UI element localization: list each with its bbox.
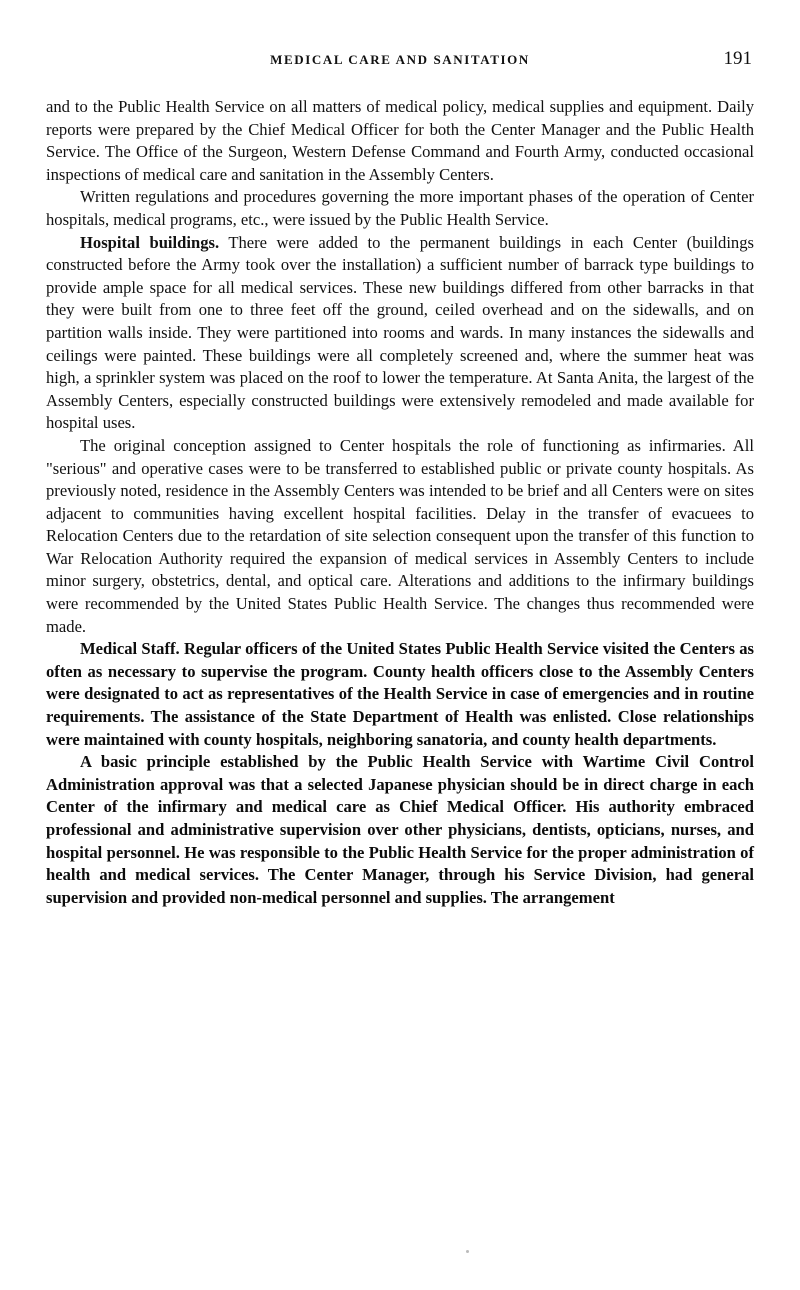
paragraph-text: There were added to the permanent buildings in each Center (buildings constructed before the Army took over the installation) a sufficient number of barrack type buildings to provide ample space for all medical services. These new buildings differed from other barracks in that they were built from one to three feet off the ground, ceiled overhead and on the sidewalls, and on partition walls inside. They were partitioned into rooms and wards. In many instances the sidewalls and ceilings were painted. These buildings were all completely screened and, where the summer heat was high, a sprinkler system was placed on the roof to lower the temperature. At Santa Anita, the largest of the Assembly Centers, especially constructed buildings were extensively remodeled and made available for hospital uses. (46, 232, 754, 433)
paragraph-medical-staff (46, 638, 754, 751)
page-number: 191 (723, 48, 752, 69)
section-heading-medical-staff: Medical Staff. (80, 639, 180, 659)
running-title: MEDICAL CARE AND SANITATION (270, 52, 530, 67)
paragraph-original-conception (46, 435, 754, 638)
running-head (46, 48, 754, 78)
paragraph-text: Regular officers of the United States Public Health Service visited the Centers as often as necessary to supervise the program. County health officers close to the Assembly Centers were designated to act as representatives of the Health Service in case of emergencies and in routine requirements. The assistance of the State Department of Health was enlisted. Close relationships were maintained with county hospitals, neighboring sanatoria, and county health departments. (46, 639, 754, 749)
paragraph-text: The original conception assigned to Center hospitals the role of functioning as infirmaries. All "serious" and operative cases were to be transferred to established public or private county hospitals. As previously noted, residence in the Assembly Centers was intended to be brief and all Centers were on sites adjacent to communities having excellent hospital facilities. Delay in the transfer of evacuees to Relocation Centers due to the retardation of site selection consequent upon the transfer of this function to War Relocation Authority required the expansion of medical services in Assembly Centers to include minor surgery, obstetrics, dental, and optical care. Alterations and additions to the infirmary buildings were recommended by the United States Public Health Service. The changes thus recommended were made. (46, 435, 754, 636)
book-page (46, 48, 754, 909)
paragraph-hospital-buildings (46, 232, 754, 435)
paragraph-text: and to the Public Health Service on all matters of medical policy, medical supplies and equipment. Daily reports were prepared by the Chief Medical Officer for both the Center Manager and the Public Health Service. The Office of the Surgeon, Western Defense Command and Fourth Army, conducted occasional inspections of medical care and sanitation in the Assembly Centers. (46, 97, 754, 184)
paragraph-continuation (46, 96, 754, 186)
paragraph-regulations (46, 186, 754, 231)
paragraph-text: Written regulations and procedures governing the more important phases of the operation of Center hospitals, medical programs, etc., were issued by the Public Health Service. (46, 187, 754, 229)
paragraph-text: A basic principle established by the Public Health Service with Wartime Civil Control Administration approval was that a selected Japanese physician should be in direct charge in each Center of the infirmary and medical care as Chief Medical Officer. His authority embraced professional and administrative supervision over other physicians, dentists, opticians, nurses, and hospital personnel. He was responsible to the Public Health Service for the proper administration of health and medical services. The Center Manager, through his Service Division, had general supervision and provided non-medical personnel and supplies. The arrangement (46, 752, 754, 907)
print-speck (466, 1250, 469, 1253)
section-heading-hospital-buildings: Hospital buildings. (80, 232, 220, 252)
paragraph-basic-principle (46, 751, 754, 909)
